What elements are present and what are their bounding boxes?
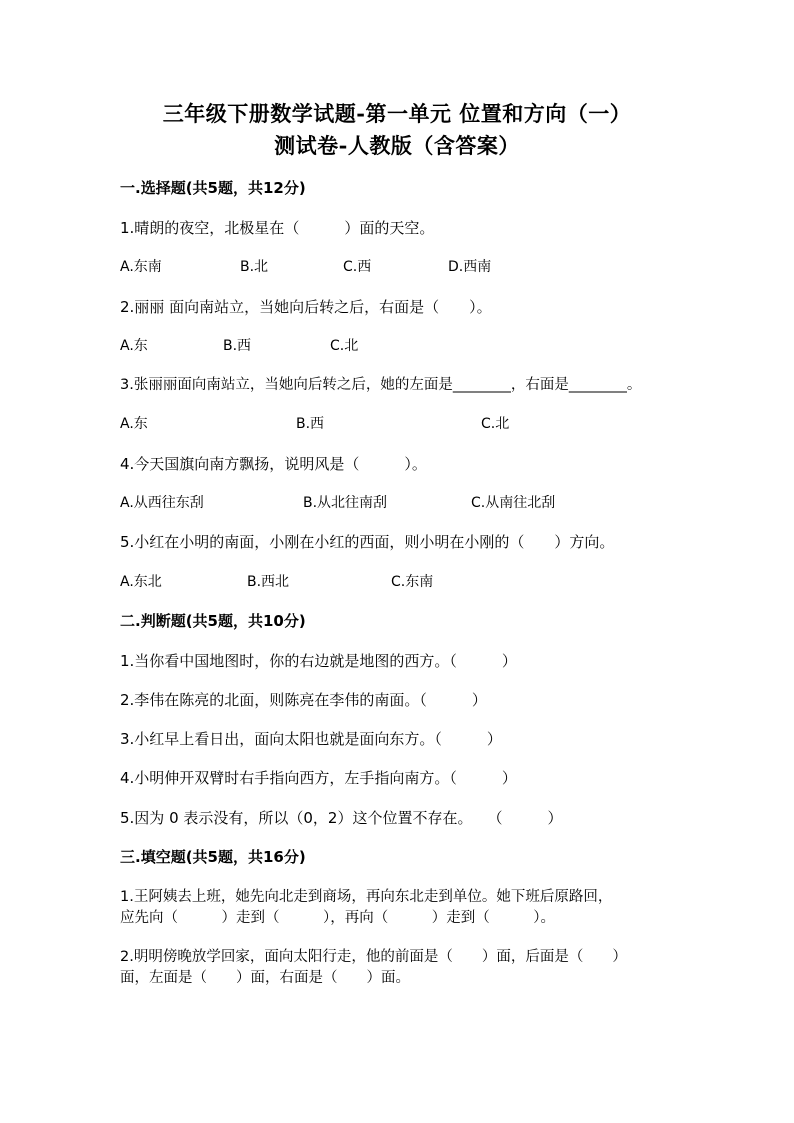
choice-q4-option-b: B.从北往南刮 xyxy=(303,495,388,511)
choice-question-5: 5.小红在小明的南面，小刚在小红的西面，则小明在小刚的（ ）方向。 xyxy=(120,533,615,551)
choice-q3-option-b: B.西 xyxy=(296,416,325,432)
choice-q1-option-d: D.西南 xyxy=(448,259,492,275)
choice-question-4: 4.今天国旗向南方飘扬，说明风是（ ）。 xyxy=(120,455,427,473)
choice-q3-option-a: A.东 xyxy=(120,416,148,432)
choice-q1-option-a: A.东南 xyxy=(120,259,162,275)
choice-q2-option-c: C.北 xyxy=(330,338,359,354)
fill-question-2-line2: 面，左面是（ ）面，右面是（ ）面。 xyxy=(120,970,410,986)
judge-question-5: 5.因为 0 表示没有，所以（0，2）这个位置不存在。 （ ） xyxy=(120,809,563,827)
fill-question-1-line2: 应先向（ ）走到（ ），再向（ ）走到（ ）。 xyxy=(120,910,555,926)
page-title-line1: 三年级下册数学试题-第一单元 位置和方向（一） xyxy=(162,101,632,126)
choice-q2-option-b: B.西 xyxy=(223,338,252,354)
choice-q4-option-c: C.从南往北刮 xyxy=(471,495,556,511)
choice-question-1: 1.晴朗的夜空，北极星在（ ）面的天空。 xyxy=(120,219,435,237)
judge-question-4: 4.小明伸开双臂时右手指向西方，左手指向南方。（ ） xyxy=(120,769,517,787)
section-heading-choice: 一.选择题(共5题，共12分) xyxy=(120,179,306,197)
choice-q5-option-c: C.东南 xyxy=(391,574,434,590)
choice-q4-option-a: A.从西往东刮 xyxy=(120,495,204,511)
section-heading-fill: 三.填空题(共5题，共16分) xyxy=(120,848,306,866)
choice-question-3: 3.张丽丽面向南站立，当她向后转之后，她的左面是________，右面是________。 xyxy=(120,377,642,393)
page-title-line2: 测试卷-人教版（含答案） xyxy=(274,133,520,158)
fill-question-1-line1: 1.王阿姨去上班，她先向北走到商场，再向东北走到单位。她下班后原路回， xyxy=(120,889,613,905)
choice-q2-option-a: A.东 xyxy=(120,338,148,354)
choice-q3-option-c: C.北 xyxy=(481,416,510,432)
choice-q5-option-b: B.西北 xyxy=(247,574,290,590)
choice-q5-option-a: A.东北 xyxy=(120,574,162,590)
section-heading-judge: 二.判断题(共5题，共10分) xyxy=(120,612,306,630)
choice-q1-option-c: C.西 xyxy=(343,259,372,275)
choice-question-2: 2.丽丽 面向南站立，当她向后转之后，右面是（ ）。 xyxy=(120,298,492,316)
fill-question-2-line1: 2.明明傍晚放学回家，面向太阳行走，他的前面是（ ）面，后面是（ ） xyxy=(120,949,627,965)
choice-q1-option-b: B.北 xyxy=(240,259,269,275)
judge-question-2: 2.李伟在陈亮的北面，则陈亮在李伟的南面。（ ） xyxy=(120,691,487,709)
judge-question-3: 3.小红早上看日出，面向太阳也就是面向东方。（ ） xyxy=(120,730,502,748)
judge-question-1: 1.当你看中国地图时，你的右边就是地图的西方。（ ） xyxy=(120,652,517,670)
